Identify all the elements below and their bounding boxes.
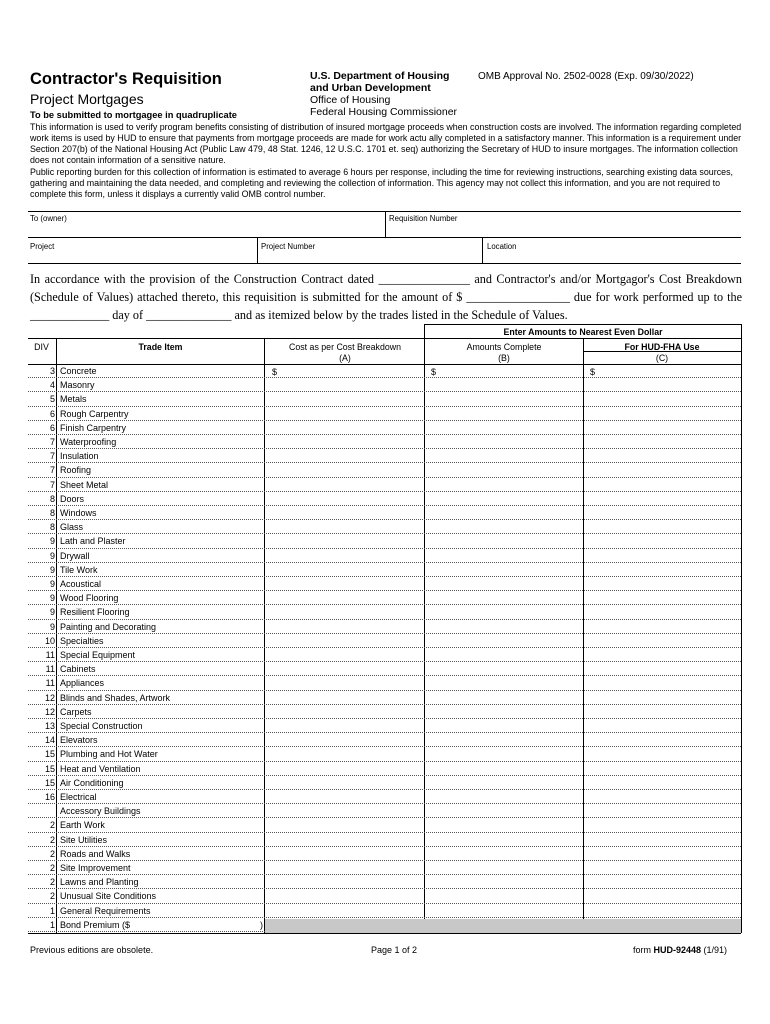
col-c-dollar: $	[590, 367, 596, 377]
row-trade-item: Glass	[60, 522, 84, 533]
table-row[interactable]	[28, 421, 741, 435]
row-trade-item: Masonry	[60, 380, 95, 391]
row-div: 7	[49, 451, 55, 462]
fields-divider-2	[257, 237, 258, 263]
row-div: 1	[49, 919, 55, 930]
form-suffix: (1/91)	[701, 945, 728, 955]
table-row[interactable]	[28, 605, 741, 619]
form-prefix: form	[633, 945, 654, 955]
row-div: 13	[44, 721, 55, 731]
row-div: 9	[49, 593, 55, 604]
table-row[interactable]	[28, 378, 741, 392]
table-row[interactable]	[28, 591, 741, 605]
fields-divider-3	[482, 237, 483, 263]
row-div: 15	[44, 749, 55, 760]
table-row[interactable]	[28, 407, 741, 421]
row-div: 8	[49, 493, 55, 504]
col-b-dollar: $	[431, 367, 437, 377]
table-row[interactable]	[28, 364, 741, 378]
col-div-header: DIV	[34, 342, 49, 352]
row-trade-item: Accessory Buildings	[60, 806, 141, 817]
table-row[interactable]	[28, 762, 741, 776]
row-div: 9	[49, 564, 55, 575]
row-trade-item: Acoustical	[60, 579, 102, 589]
row-div: 9	[49, 607, 55, 618]
row-div: 2	[49, 820, 55, 831]
row-trade-item: Special Equipment	[60, 650, 136, 660]
row-trade-item: Appliances	[60, 678, 105, 689]
row-div: 9	[49, 536, 55, 547]
page-number: Page 1 of 2	[371, 945, 418, 955]
col-a-header: Cost as per Cost Breakdown	[289, 342, 401, 352]
row-trade-item: Site Utilities	[60, 834, 108, 845]
agency-line-3: Office of Housing	[310, 94, 391, 106]
submit-note: To be submitted to mortgagee in quadruplicate	[30, 110, 237, 120]
col-b-sub: (B)	[498, 353, 510, 363]
burden-notice: Public reporting burden for this collection of information is estimated to average 6 hours per response, including the time for reviewing instructions, searching existing data sources, gathering and maintaining the data needed, and completing and reviewing the collection of information. This agency may not collect this information, and you are not required to complete this form, unless it displays a currently valid OMB control number.	[30, 167, 733, 199]
row-div: 8	[49, 522, 55, 533]
row-div: 1	[49, 905, 55, 916]
row-trade-item: Elevators	[60, 735, 98, 746]
col-a-sub: (A)	[339, 353, 351, 363]
form-subtitle: Project Mortgages	[30, 91, 144, 107]
omb-approval: OMB Approval No. 2502-0028 (Exp. 09/30/2022)	[478, 71, 694, 82]
row-div: 7	[49, 479, 55, 490]
table-row[interactable]	[28, 790, 741, 804]
row-trade-item: Metals	[60, 394, 87, 405]
project-number-field[interactable]: Project Number	[261, 242, 316, 251]
row-trade-item: Finish Carpentry	[60, 422, 127, 433]
row-trade-item: Painting and Decorating	[60, 621, 157, 632]
project-field[interactable]: Project	[30, 242, 55, 251]
fields-bottom-rule	[28, 263, 741, 264]
row-trade-item: Lawns and Planting	[60, 877, 139, 888]
row-div: 6	[49, 422, 55, 433]
row-div: 8	[49, 508, 55, 518]
row-div: 2	[49, 834, 55, 845]
table-row[interactable]	[28, 818, 741, 832]
row-div: 2	[49, 877, 55, 888]
table-row[interactable]	[28, 691, 741, 705]
table-row[interactable]	[28, 889, 741, 903]
table-row[interactable]	[28, 492, 741, 506]
requisition-number-field[interactable]: Requisition Number	[389, 214, 458, 223]
row-trade-item: General Requirements	[60, 905, 151, 916]
form-number-bold: HUD-92448	[653, 945, 702, 955]
row-trade-item: Special Construction	[60, 721, 143, 731]
bond-premium-close-paren: )	[260, 920, 263, 930]
row-trade-item: Electrical	[60, 792, 97, 802]
row-div: 3	[49, 366, 55, 376]
row-div: 2	[49, 891, 55, 902]
row-trade-item: Plumbing and Hot Water	[60, 749, 158, 760]
row-trade-item: Unusual Site Conditions	[60, 891, 157, 902]
table-header-top-rule	[425, 324, 741, 325]
row-div: 15	[44, 777, 55, 788]
row-trade-item: Carpets	[60, 706, 92, 717]
row-div: 6	[49, 408, 55, 419]
table-row[interactable]	[28, 875, 741, 889]
table-row[interactable]	[28, 733, 741, 747]
table-row[interactable]	[28, 662, 741, 676]
row-trade-item: Wood Flooring	[60, 593, 119, 604]
fields-mid-rule	[28, 237, 741, 238]
form-number	[633, 945, 727, 955]
row-trade-item: Heat and Ventilation	[60, 763, 141, 774]
form-title: Contractor's Requisition	[30, 70, 222, 88]
table-row[interactable]	[28, 506, 741, 520]
fields-divider-1	[385, 211, 386, 237]
col-b-header: Amounts Complete	[466, 342, 542, 352]
table-bottom-rule	[28, 933, 741, 934]
table-row[interactable]	[28, 549, 741, 563]
table-row[interactable]	[28, 392, 741, 406]
row-trade-item: Roofing	[60, 465, 92, 476]
table-row[interactable]	[28, 833, 741, 847]
row-div: 9	[49, 579, 55, 589]
row-trade-item: Rough Carpentry	[60, 408, 129, 419]
row-trade-item: Tile Work	[60, 564, 98, 575]
table-row[interactable]	[28, 648, 741, 662]
table-row[interactable]	[28, 563, 741, 577]
agency-block	[310, 70, 457, 118]
table-row[interactable]	[28, 847, 741, 861]
row-trade-item: Roads and Walks	[60, 848, 131, 859]
row-trade-item: Insulation	[60, 451, 99, 462]
table-row[interactable]	[28, 520, 741, 534]
col-line-right	[741, 324, 742, 933]
enter-amounts-heading: Enter Amounts to Nearest Even Dollar	[503, 327, 663, 337]
table-row[interactable]	[28, 747, 741, 761]
row-trade-item: Waterproofing	[60, 437, 117, 447]
row-trade-item: Resilient Flooring	[60, 607, 130, 618]
row-div: 10	[44, 635, 55, 646]
table-row[interactable]	[28, 620, 741, 634]
table-row[interactable]	[28, 463, 741, 477]
obsolete-note: Previous editions are obsolete.	[30, 945, 154, 955]
row-div: 14	[44, 735, 55, 746]
row-div: 9	[49, 621, 55, 632]
table-row[interactable]	[28, 478, 741, 492]
table-row[interactable]	[28, 776, 741, 790]
row-div: 7	[49, 437, 55, 447]
col-c-header: For HUD-FHA Use	[624, 342, 700, 352]
table-row[interactable]	[28, 449, 741, 463]
col-c-sub: (C)	[655, 353, 669, 363]
row-trade-item: Air Conditioning	[60, 777, 124, 788]
table-row[interactable]	[28, 577, 741, 591]
table-row[interactable]	[28, 435, 741, 449]
row-div: 15	[44, 763, 55, 774]
row-trade-item: Windows	[60, 508, 97, 518]
table-row[interactable]	[28, 861, 741, 875]
row-div: 11	[45, 650, 55, 660]
row-div: 4	[49, 380, 55, 391]
bond-premium-shaded	[265, 919, 741, 933]
table-header-rule	[28, 338, 741, 339]
table-row[interactable]	[28, 534, 741, 548]
row-div: 11	[45, 678, 55, 689]
location-field[interactable]: Location	[487, 242, 517, 251]
agency-line-2: and Urban Development	[310, 82, 431, 94]
row-trade-item: Specialties	[60, 635, 104, 646]
row-div: 2	[49, 848, 55, 859]
row-trade-item: Cabinets	[60, 664, 96, 675]
row-trade-item: Blinds and Shades, Artwork	[60, 692, 171, 703]
table-row[interactable]	[28, 705, 741, 719]
table-row[interactable]	[28, 719, 741, 733]
row-trade-item: Earth Work	[60, 820, 105, 831]
row-trade-item: Site Improvement	[60, 863, 131, 873]
row-div: 5	[49, 394, 55, 405]
row-div: 12	[44, 706, 55, 717]
row-trade-item: Lath and Plaster	[60, 536, 126, 547]
row-div: 12	[44, 692, 55, 703]
row-trade-item: Doors	[60, 493, 85, 504]
table-row[interactable]	[28, 804, 741, 818]
row-div: 11	[45, 664, 55, 675]
table-row[interactable]	[28, 676, 741, 690]
col-trade-header: Trade Item	[138, 342, 183, 352]
row-div: 7	[49, 465, 55, 476]
col-a-dollar: $	[272, 367, 278, 377]
table-row[interactable]	[28, 634, 741, 648]
to-owner-field[interactable]: To (owner)	[30, 214, 67, 223]
agency-line-1: U.S. Department of Housing	[310, 70, 450, 82]
row-div: 2	[49, 863, 55, 873]
row-trade-item: Sheet Metal	[60, 479, 109, 490]
row-trade-item: Concrete	[60, 366, 97, 376]
agency-line-4: Federal Housing Commissioner	[310, 106, 458, 118]
row-trade-item: Drywall	[60, 550, 90, 561]
row-div: 16	[44, 792, 55, 802]
requisition-statement[interactable]: In accordance with the provision of the Construction Contract dated _______________ and Contractor's and/or Mortgagor's Cost Breakdown (Schedule of Values) attached thereto, this requisition is submitted for the amount of $ _________________ due for work performed up to the _____________ day of ______________ and as itemized below by the trades listed in the Schedule of Values.	[30, 272, 742, 322]
table-row[interactable]	[28, 904, 741, 918]
row-div: 9	[49, 550, 55, 561]
row-trade-item: Bond Premium ($	[60, 919, 131, 930]
info-notice: This information is used to verify program benefits consisting of distribution of insured mortgage proceeds when construction costs are involved. The information regarding completed work items is used by HUD to ensure that payments from mortgage proceeds are made for work actu ally completed in a satisfactory manner. This information is a requirement under Section 207(b) of the National Housing Act (Public Law 479, 48 Stat. 1246, 12 U.S.C. 1701 et. seq) authorizing the Secretary of HUD to insure mortgages. The information collection does not contain information of a sensitive nature.	[30, 122, 742, 165]
